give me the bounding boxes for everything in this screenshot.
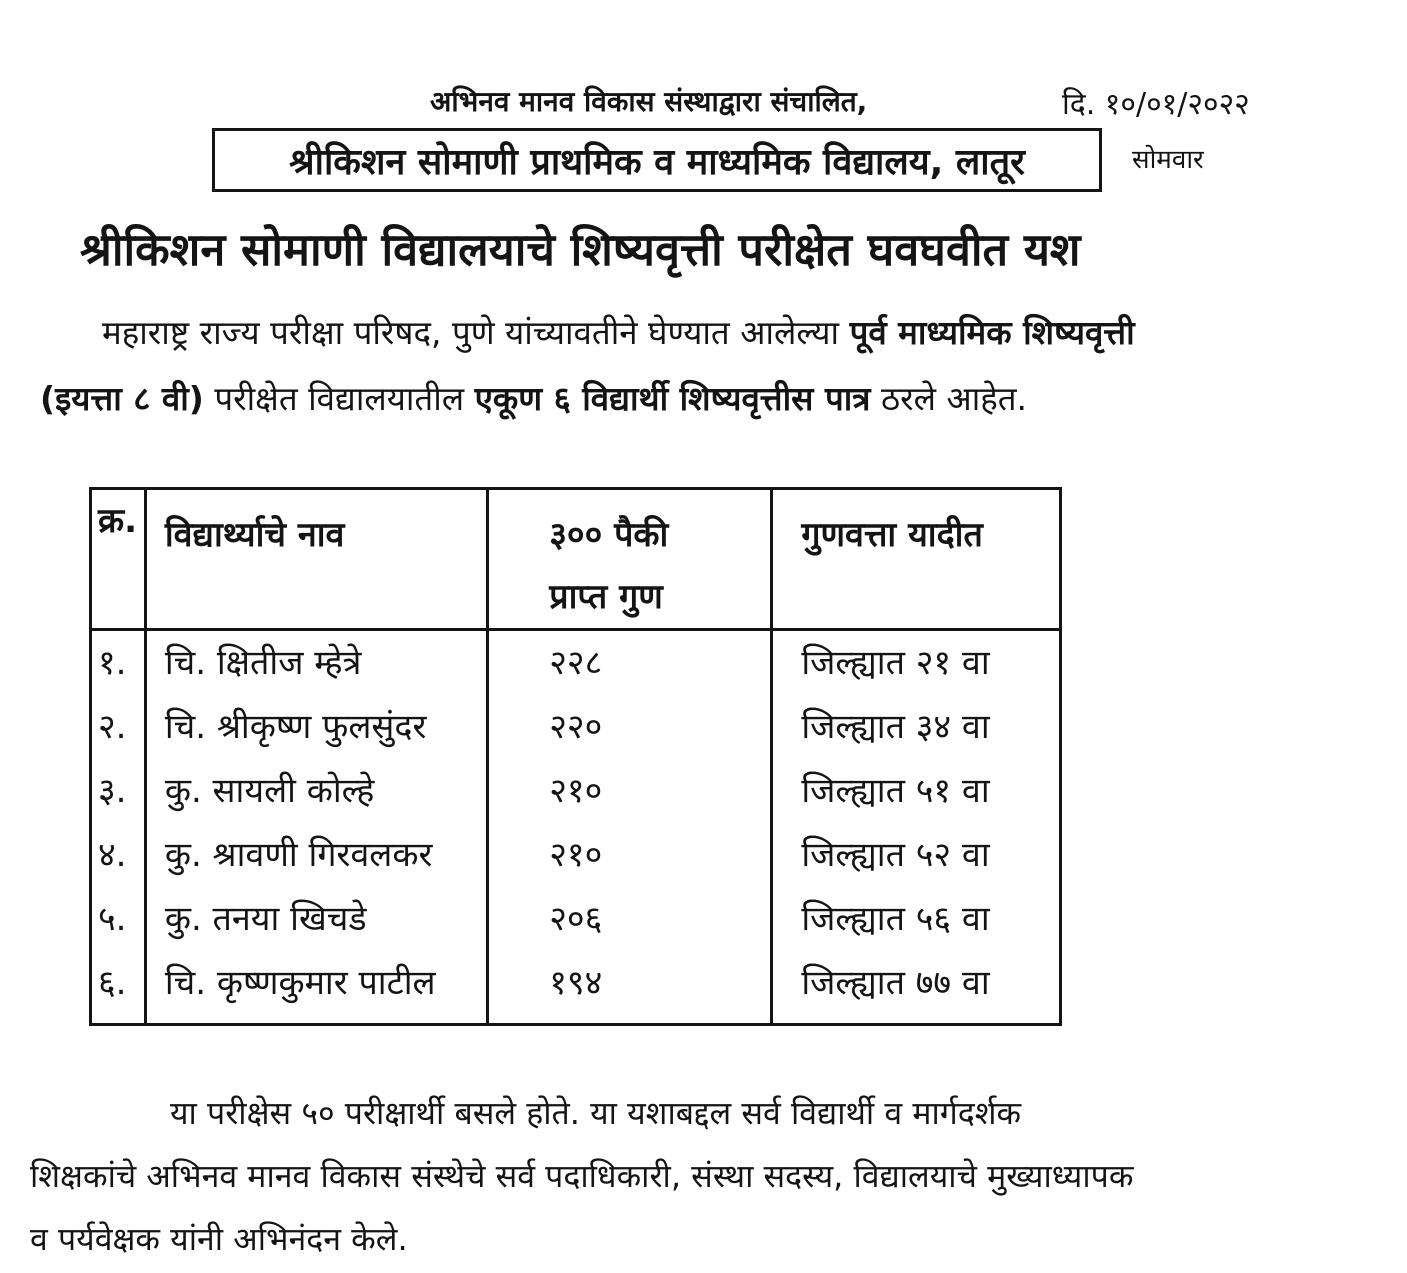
row-rank: जिल्ह्यात ७७ वा	[772, 951, 1061, 1025]
header-name: विद्यार्थ्याचे नाव	[145, 489, 487, 630]
date-line: दि. १०/०१/२०२२	[1062, 87, 1250, 122]
closing-line-3: व पर्यवेक्षक यांनी अभिनंदन केले.	[30, 1220, 408, 1258]
row-name: चि. श्रीकृष्ण फुलसुंदर	[145, 695, 487, 759]
table-row	[91, 823, 1061, 887]
row-rank: जिल्ह्यात २१ वा	[772, 630, 1061, 696]
row-score: २१०	[488, 823, 772, 887]
intro-text-3: ठरले आहेत.	[880, 379, 1028, 418]
row-rank: जिल्ह्यात ५२ वा	[772, 823, 1061, 887]
row-score: २१०	[488, 759, 772, 823]
intro-bold-1: पूर्व माध्यमिक शिष्यवृत्ती	[849, 313, 1135, 352]
row-name: कु. सायली कोल्हे	[145, 759, 487, 823]
row-name: कु. तनया खिचडे	[145, 887, 487, 951]
row-name: चि. कृष्णकुमार पाटील	[145, 951, 487, 1025]
row-name: कु. श्रावणी गिरवलकर	[145, 823, 487, 887]
managed-by-line: अभिनव मानव विकास संस्थाद्वारा संचालित,	[430, 85, 868, 118]
row-rank: जिल्ह्यात ३४ वा	[772, 695, 1061, 759]
intro-bold-3: एकूण ६ विद्यार्थी शिष्यवृत्तीस पात्र	[474, 379, 871, 418]
results-table	[89, 487, 1062, 1026]
row-sr: १.	[91, 630, 146, 696]
row-sr: २.	[91, 695, 146, 759]
row-score: २०६	[488, 887, 772, 951]
header-score-line2: प्राप्त गुण	[549, 577, 663, 617]
row-name: चि. क्षितीज म्हेत्रे	[145, 630, 487, 696]
table-row	[91, 695, 1061, 759]
intro-paragraph	[40, 300, 1290, 432]
school-name: श्रीकिशन सोमाणी प्राथमिक व माध्यमिक विद्यालय, लातूर	[289, 141, 1025, 183]
headline: श्रीकिशन सोमाणी विद्यालयाचे शिष्यवृत्ती परीक्षेत घवघवीत यश	[80, 223, 1081, 276]
table-row	[91, 759, 1061, 823]
table-row	[91, 887, 1061, 951]
closing-paragraph	[30, 1082, 1290, 1271]
table-row	[91, 630, 1061, 696]
row-sr: ३.	[91, 759, 146, 823]
row-score: २२८	[488, 630, 772, 696]
closing-line-2: शिक्षकांचे अभिनव मानव विकास संस्थेचे सर्व पदाधिकारी, संस्था सदस्य, विद्यालयाचे मुख्याध्यापक	[30, 1157, 1134, 1195]
intro-text-2: परीक्षेत विद्यालयातील	[214, 379, 465, 418]
intro-text-1: महाराष्ट्र राज्य परीक्षा परिषद, पुणे यांच्यावतीने घेण्यात आलेल्या	[102, 313, 840, 352]
row-score: १९४	[488, 951, 772, 1025]
closing-line-1: या परीक्षेस ५० परीक्षार्थी बसले होते. या यशाबद्दल सर्व विद्यार्थी व मार्गदर्शक	[170, 1094, 1022, 1132]
row-sr: ५.	[91, 887, 146, 951]
table-header-row	[91, 489, 1061, 630]
header-score-line1: ३०० पैकी	[549, 515, 669, 555]
header-score	[488, 489, 772, 630]
intro-bold-2: (इयत्ता ८ वी)	[40, 379, 204, 418]
school-name-box	[212, 128, 1102, 192]
row-sr: ४.	[91, 823, 146, 887]
header-sr: क्र.	[91, 489, 146, 630]
intro-line-1	[40, 300, 1290, 366]
table-row	[91, 951, 1061, 1025]
row-rank: जिल्ह्यात ५६ वा	[772, 887, 1061, 951]
intro-line-2	[40, 366, 1290, 432]
row-sr: ६.	[91, 951, 146, 1025]
header-rank: गुणवत्ता यादीत	[772, 489, 1061, 630]
row-rank: जिल्ह्यात ५१ वा	[772, 759, 1061, 823]
weekday: सोमवार	[1132, 145, 1204, 175]
row-score: २२०	[488, 695, 772, 759]
